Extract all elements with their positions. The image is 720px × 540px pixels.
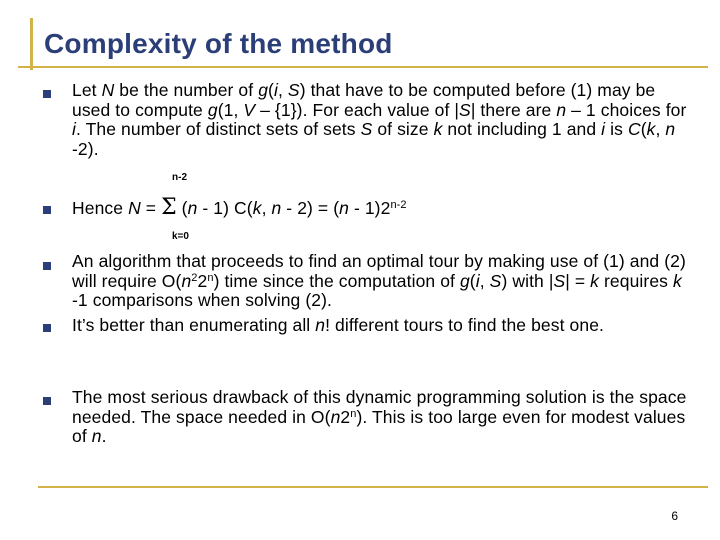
bullet-marker bbox=[43, 90, 51, 98]
sum-lower-limit: k=0 bbox=[172, 231, 189, 242]
page-number: 6 bbox=[671, 509, 678, 523]
footer-rule bbox=[38, 486, 708, 488]
title-underline bbox=[18, 66, 708, 68]
page-title: Complexity of the method bbox=[44, 28, 393, 59]
bullet-3-text: An algorithm that proceeds to find an optimal tour by making use of (1) and (2) will require $O(n^22^n)$ time since the computation of g(i, S) with |S| = k requires k -1 comparisons when solving (2). bbox=[72, 251, 686, 310]
sum-upper-limit: n-2 bbox=[172, 172, 187, 183]
sum-formula: Hence N = Σ (n - 1) C(k, n - 2) = (n - 1)2$^{n-2}$ bbox=[72, 195, 407, 220]
sigma-symbol: Σ bbox=[161, 195, 177, 220]
bullet-marker bbox=[43, 324, 51, 332]
bullet-1-text: Let N be the number of g(i, S) that have to be computed before (1) may be used to compute g(1, V – {1}). For each value of |S| there are n – 1 choices for i. The number of distinct sets of sets S of size k not including 1 and i is C(k, n -2). bbox=[72, 80, 687, 159]
bullet-marker bbox=[43, 397, 51, 405]
bullet-4-text: It’s better than enumerating all n! different tours to find the best one. bbox=[72, 315, 605, 335]
bullet-marker bbox=[43, 262, 51, 270]
bullet-5-text: The most serious drawback of this dynamic programming solution is the space needed. The space needed in O(n2$^n$). This is too large even for modest values of n. bbox=[72, 387, 687, 446]
left-accent-line bbox=[30, 18, 33, 70]
bullet-marker bbox=[43, 206, 51, 214]
